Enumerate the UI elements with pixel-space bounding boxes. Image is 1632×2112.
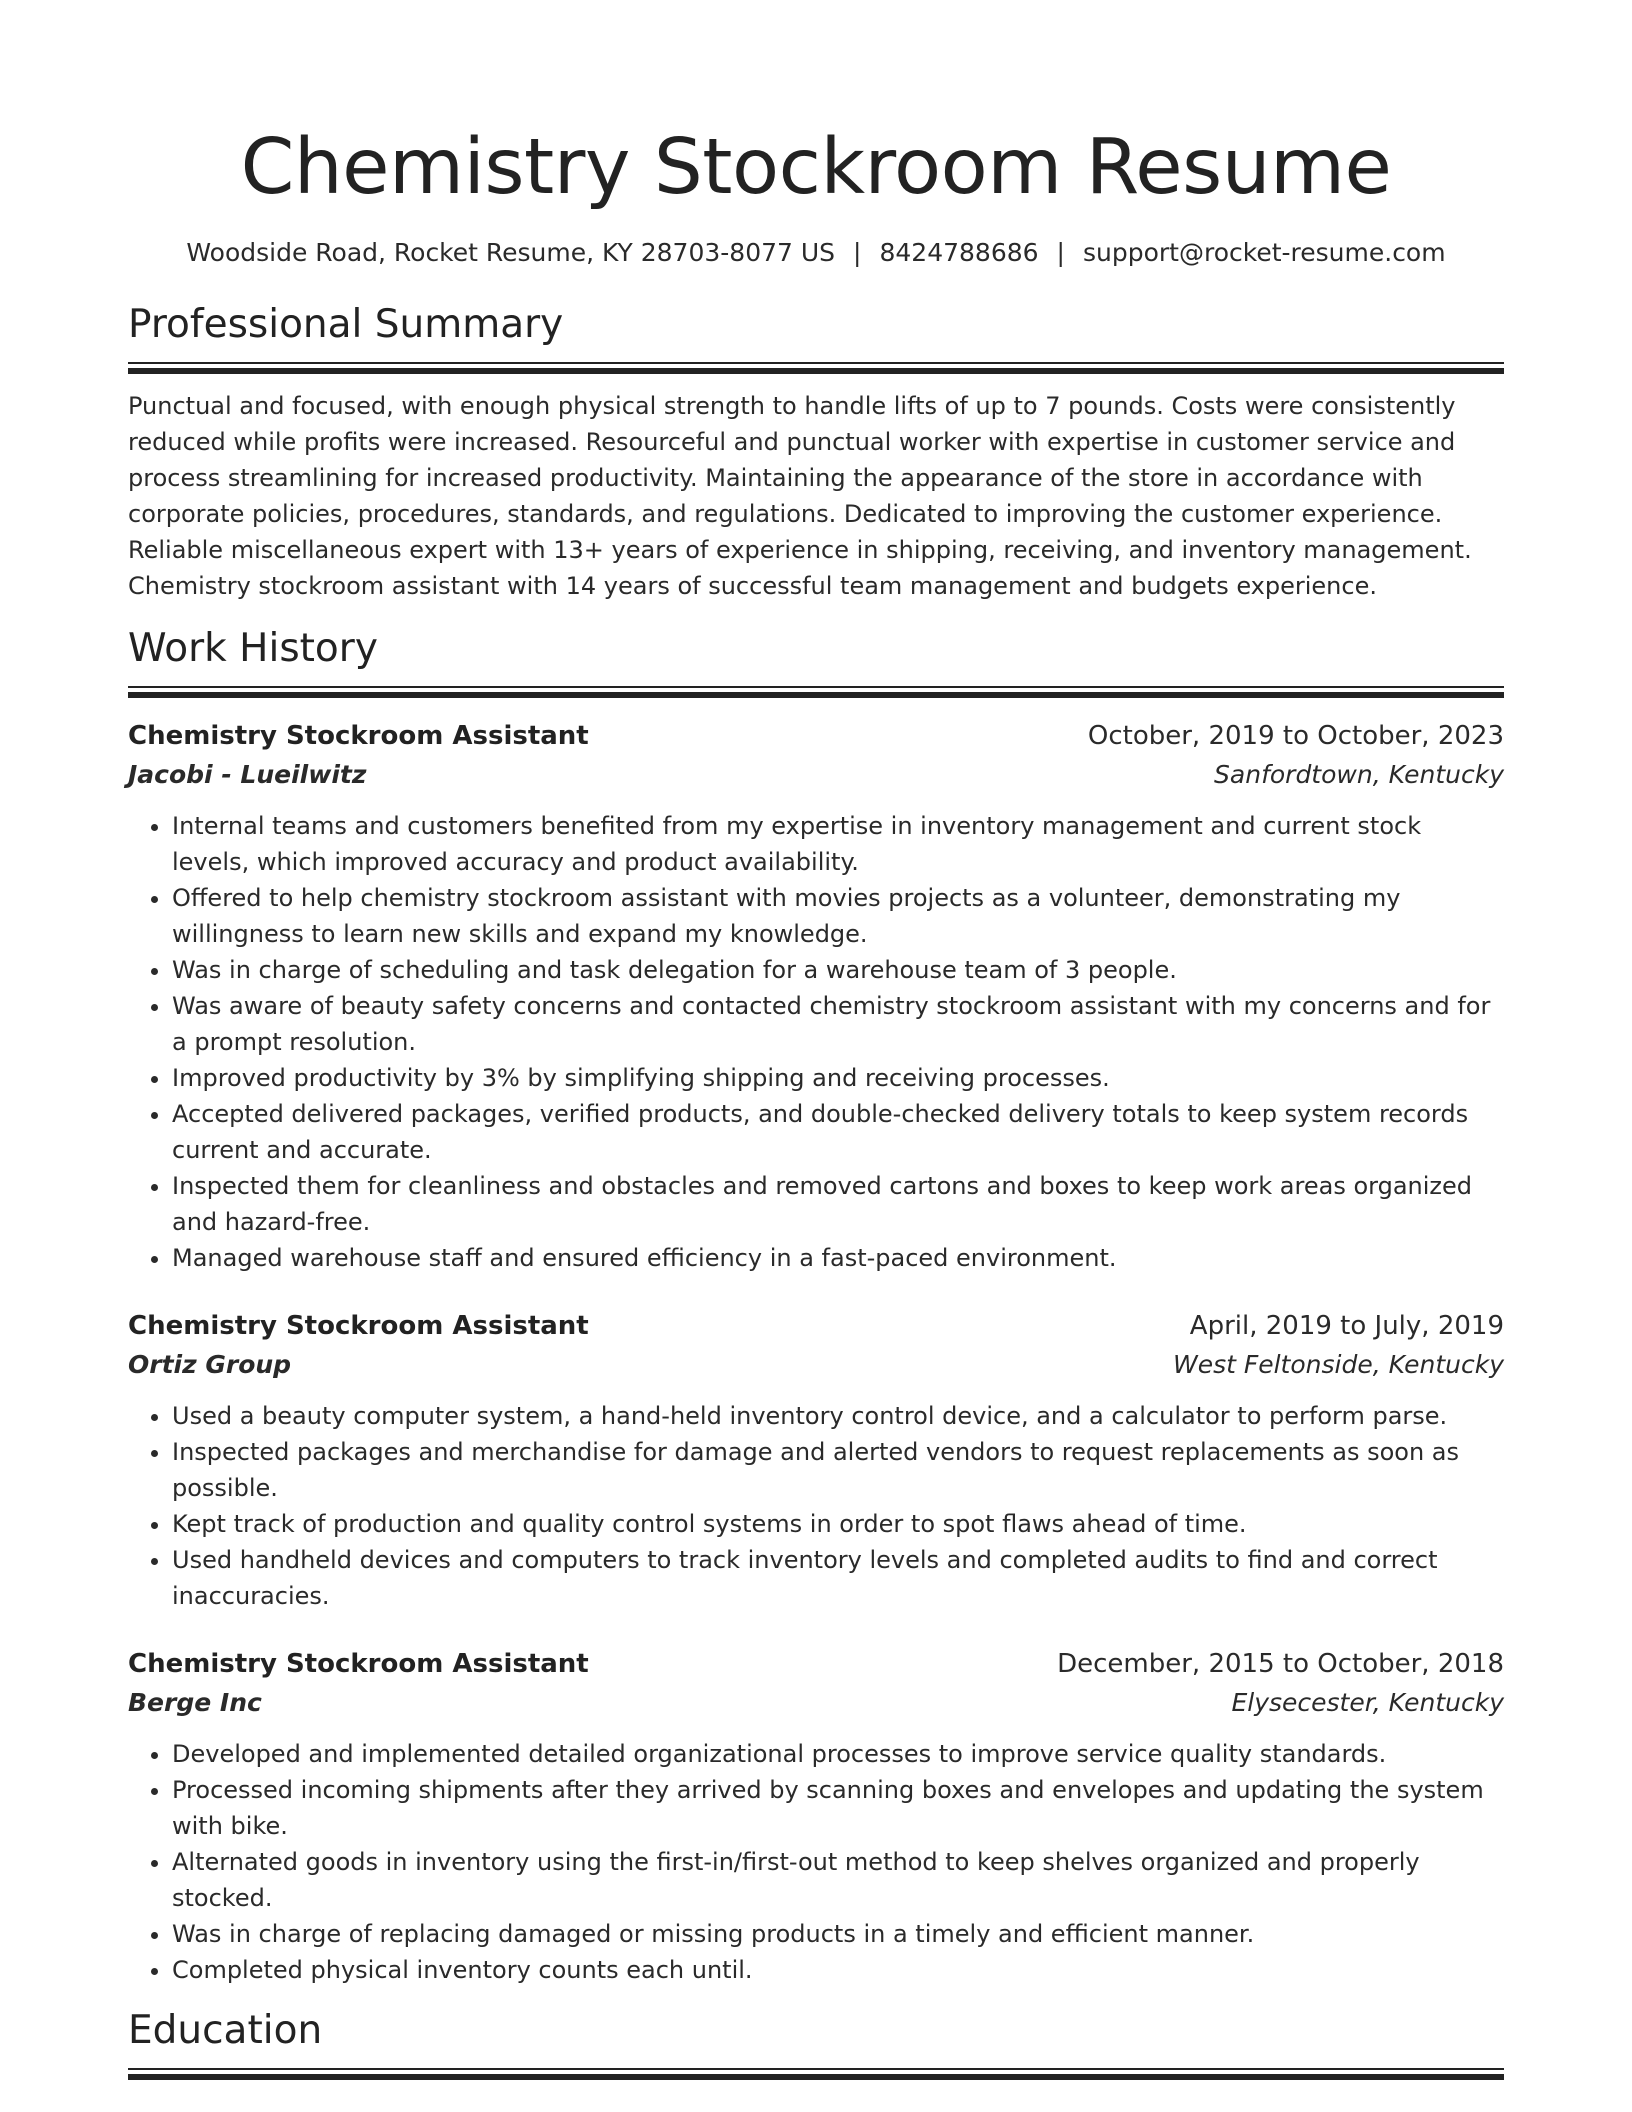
job-dates: December, 2015 to October, 2018	[1057, 1649, 1504, 1679]
job-company-row	[128, 1346, 1504, 1384]
list-item: • Developed and implemented detailed organizational processes to improve service quality standards.	[172, 1736, 1504, 1772]
job-dates: April, 2019 to July, 2019	[1189, 1311, 1504, 1341]
list-item: • Managed warehouse staff and ensured efficiency in a fast-paced environment.	[172, 1240, 1504, 1276]
list-item: • Was aware of beauty safety concerns and contacted chemistry stockroom assistant with my concerns and for a prompt resolution.	[172, 988, 1504, 1060]
job-company-row	[128, 1684, 1504, 1722]
contact-email: support@rocket-resume.com	[1082, 238, 1446, 267]
list-item: • Processed incoming shipments after they arrived by scanning boxes and envelopes and updating the system with bike.	[172, 1772, 1504, 1844]
resume-title: Chemistry Stockroom Resume	[240, 123, 1392, 212]
job-bullets	[128, 1398, 1504, 1614]
job-header-row	[128, 716, 1504, 756]
job-entry	[128, 716, 1504, 1276]
summary-text: Punctual and focused, with enough physical strength to handle lifts of up to 7 pounds. Costs were consistently reduced while profits were increased. Resourceful and punctual worker with expertise in customer service and process streamlining for increased productivity. Maintaining the appearance of the store in accordance with corporate policies, procedures, standards, and regulations. Dedicated to improving the customer experience. Reliable miscellaneous expert with 13+ years of experience in shipping, receiving, and inventory management. Chemistry stockroom assistant with 14 years of successful team management and budgets experience.	[128, 392, 1472, 600]
list-item: • Improved productivity by 3% by simplifying shipping and receiving processes.	[172, 1060, 1504, 1096]
list-item: • Kept track of production and quality control systems in order to spot flaws ahead of time.	[172, 1506, 1504, 1542]
list-item: • Internal teams and customers benefited from my expertise in inventory management and current stock levels, which improved accuracy and product availability.	[172, 808, 1504, 880]
section-heading-education: Education	[128, 2008, 323, 2053]
job-title: Chemistry Stockroom Assistant	[128, 1311, 589, 1341]
job-title: Chemistry Stockroom Assistant	[128, 721, 589, 751]
list-item: • Was in charge of replacing damaged or missing products in a timely and efficient manner.	[172, 1916, 1504, 1952]
list-item: • Completed physical inventory counts each until.	[172, 1952, 1504, 1988]
list-item: • Offered to help chemistry stockroom assistant with movies projects as a volunteer, demonstrating my willingness to learn new skills and expand my knowledge.	[172, 880, 1504, 952]
list-item: • Was in charge of scheduling and task delegation for a warehouse team of 3 people.	[172, 952, 1504, 988]
job-location: Sanfordtown, Kentucky	[1214, 760, 1504, 789]
list-item: • Used a beauty computer system, a hand-held inventory control device, and a calculator to perform parse.	[172, 1398, 1504, 1434]
section-heading-summary: Professional Summary	[128, 302, 564, 347]
job-location: West Feltonside, Kentucky	[1172, 1350, 1504, 1379]
list-item: • Inspected packages and merchandise for damage and alerted vendors to request replacements as soon as possible.	[172, 1434, 1504, 1506]
section-divider	[128, 2068, 1504, 2080]
job-location: Elysecester, Kentucky	[1231, 1688, 1504, 1717]
list-item: • Inspected them for cleanliness and obstacles and removed cartons and boxes to keep work areas organized and hazard-free.	[172, 1168, 1504, 1240]
work-history-section	[128, 624, 1504, 1988]
job-header-row	[128, 1644, 1504, 1684]
job-company-row	[128, 756, 1504, 794]
section-heading-work-history: Work History	[128, 626, 378, 671]
job-title: Chemistry Stockroom Assistant	[128, 1649, 589, 1679]
job-company: Jacobi - Lueilwitz	[128, 760, 367, 789]
summary-section	[128, 300, 1504, 604]
job-dates: October, 2019 to October, 2023	[1087, 721, 1504, 751]
job-bullets	[128, 1736, 1504, 1988]
section-divider	[128, 686, 1504, 698]
list-item: • Used handheld devices and computers to track inventory levels and completed audits to find and correct inaccuracies.	[172, 1542, 1504, 1614]
education-section	[128, 2006, 1504, 2080]
job-header-row	[128, 1306, 1504, 1346]
job-bullets	[128, 808, 1504, 1276]
contact-separator: |	[853, 238, 862, 267]
contact-address: Woodside Road, Rocket Resume, KY 28703-8077 US	[186, 238, 836, 267]
job-company: Berge Inc	[128, 1688, 262, 1717]
job-entry	[128, 1644, 1504, 1988]
list-item: • Accepted delivered packages, verified products, and double-checked delivery totals to keep system records current and accurate.	[172, 1096, 1504, 1168]
contact-line	[128, 236, 1504, 270]
section-divider	[128, 362, 1504, 374]
resume-page	[128, 0, 1504, 2080]
contact-separator: |	[1056, 238, 1065, 267]
job-entry	[128, 1306, 1504, 1614]
job-company: Ortiz Group	[128, 1350, 292, 1379]
list-item: • Alternated goods in inventory using the first-in/first-out method to keep shelves organized and properly stocked.	[172, 1844, 1504, 1916]
contact-phone: 8424788686	[879, 238, 1039, 267]
